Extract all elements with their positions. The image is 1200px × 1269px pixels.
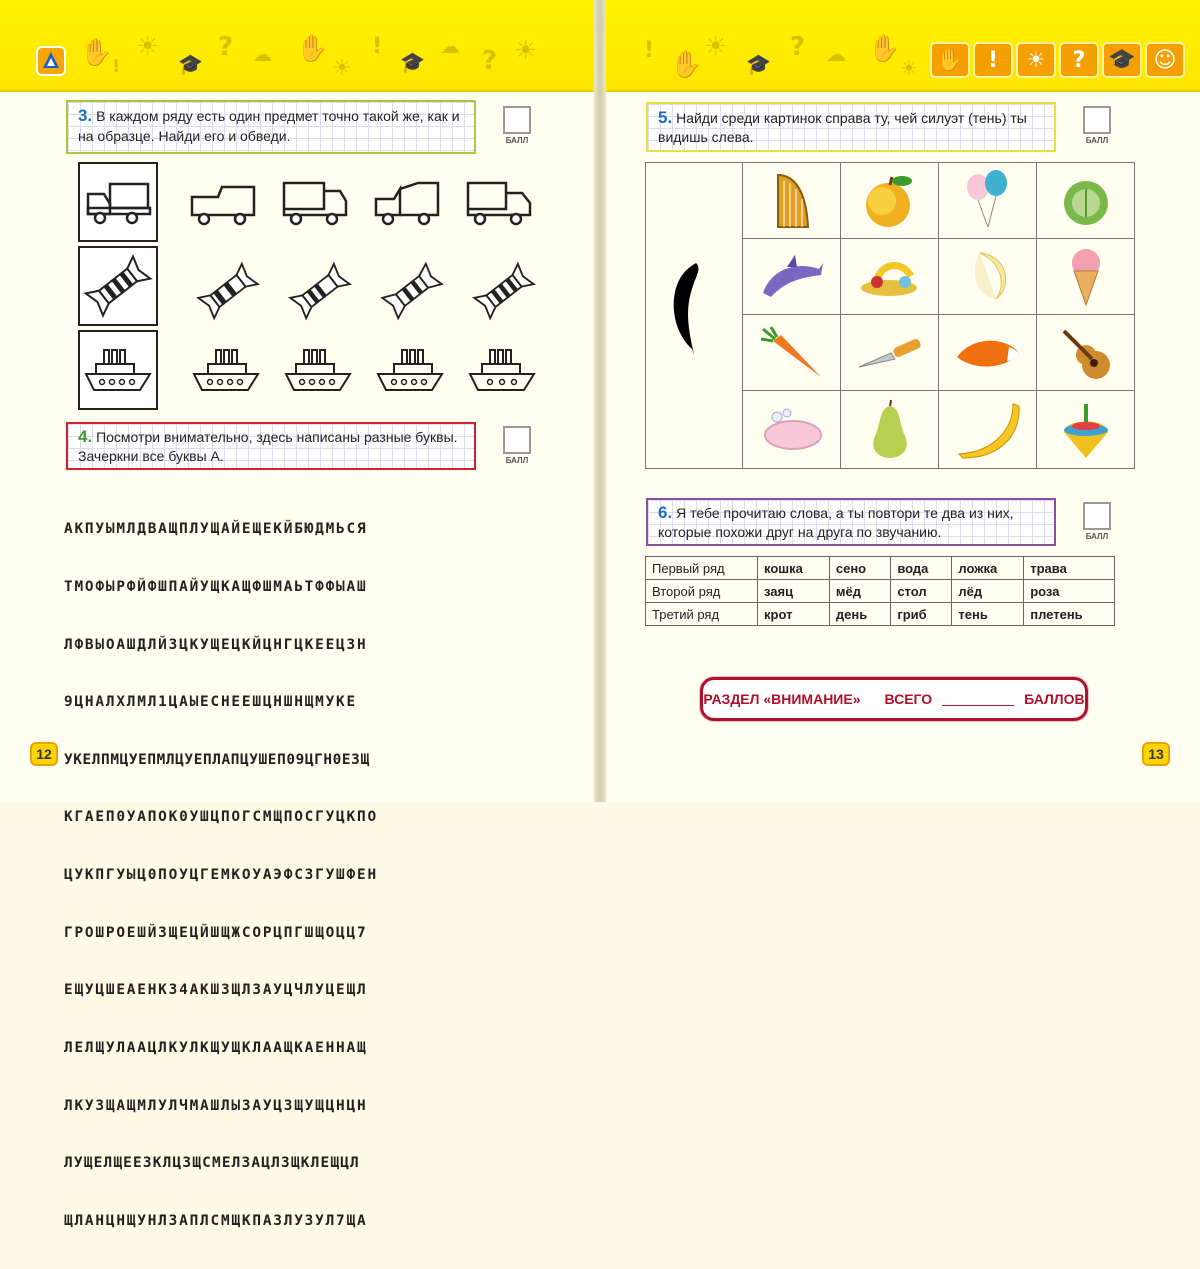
harp-icon xyxy=(772,171,812,231)
thought-person-icon: ☁ xyxy=(826,42,846,66)
word-cell[interactable]: кошка xyxy=(758,557,830,580)
graduation-cap-icon: 🎓 xyxy=(1102,42,1142,78)
total-score-field[interactable] xyxy=(942,692,1014,706)
picture-cell-spinning-top[interactable] xyxy=(1037,391,1135,468)
hand-icon: ✋ xyxy=(296,34,329,64)
thought-person-icon: ☁ xyxy=(440,34,460,58)
row-label: Второй ряд xyxy=(646,580,758,603)
exclamation-icon: ! xyxy=(644,38,655,63)
score-label: БАЛЛ xyxy=(1085,532,1109,541)
picture-cell-apple[interactable] xyxy=(841,163,939,239)
cabbage-icon xyxy=(1058,173,1114,229)
letter-row[interactable]: ТМОФЫРФЙФШПАЙУЩКАЩФШМАЬТФФЫАШ xyxy=(64,579,368,596)
total-label: ВСЕГО xyxy=(884,691,933,707)
sample-candy xyxy=(78,246,158,326)
ship-option-1[interactable] xyxy=(188,340,268,400)
task-3-text-line1: В каждом ряду есть один предмет точно такой же, как и xyxy=(96,108,460,124)
picture-cell-ice-cream[interactable] xyxy=(1037,239,1135,315)
question-icon: ? xyxy=(1059,42,1099,78)
left-header-bar xyxy=(0,0,600,92)
banana-silhouette-icon xyxy=(646,163,743,468)
letter-row[interactable]: ГРОШРОЕШЙЗЩЕЦЙШЩЖСОРЦПГШЩОЦЦ7 xyxy=(64,924,368,941)
fox-tail-icon xyxy=(953,331,1023,375)
guitar-icon xyxy=(1056,323,1116,383)
letter-row[interactable]: АКПУЫМЛДВАЩПЛУЩАЙЕЩЕКЙБЮДМЬСЯ xyxy=(64,521,368,538)
exclamation-icon: ! xyxy=(973,42,1013,78)
sun-icon: ☀ xyxy=(704,32,728,62)
letter-row[interactable]: УКЕЛПМЦУЕПМЛЦУЕПЛАПЦУШЕП09ЦГН0ЕЗЩ xyxy=(64,751,370,768)
sample-truck xyxy=(78,162,158,242)
pear-icon xyxy=(865,398,915,462)
picture-cell-balloons[interactable] xyxy=(939,163,1037,239)
score-label: БАЛЛ xyxy=(505,136,529,145)
picture-grid xyxy=(645,162,1135,469)
score-square[interactable] xyxy=(1083,106,1111,134)
picture-cell-harp[interactable] xyxy=(743,163,841,239)
ship-option-3[interactable] xyxy=(372,340,452,400)
book-spine xyxy=(594,0,606,802)
candy-option-3[interactable] xyxy=(374,256,454,316)
word-cell[interactable]: плетень xyxy=(1024,603,1115,626)
word-cell[interactable]: гриб xyxy=(891,603,952,626)
hand-icon: ✋ xyxy=(80,38,113,68)
word-cell[interactable]: день xyxy=(829,603,890,626)
sample-ship xyxy=(78,330,158,410)
hand-icon: ✋ xyxy=(670,50,703,80)
thought-person-icon: ☺ xyxy=(1145,42,1185,78)
task-5-score-box[interactable] xyxy=(1083,106,1111,150)
task-3-text-line2: на образце. Найди его и обведи. xyxy=(78,128,291,144)
task-5-text-line2: видишь слева. xyxy=(658,129,754,145)
hand-icon: ✋ xyxy=(868,34,901,64)
letter-row[interactable]: ЛЕЛЩУЛААЦЛКУЛКЩУЩКЛААЩКАЕННАЩ xyxy=(64,1039,368,1056)
task-3-number: 3. xyxy=(78,106,93,125)
picture-cell-dolphin[interactable] xyxy=(743,239,841,315)
carrot-icon xyxy=(757,325,827,381)
question-icon: ? xyxy=(218,32,234,62)
candy-option-1[interactable] xyxy=(190,256,270,316)
picture-cell-banana[interactable] xyxy=(939,391,1037,468)
candy-option-4[interactable] xyxy=(466,256,546,316)
task-4-number: 4. xyxy=(78,427,93,446)
fruit-basket-icon xyxy=(855,252,925,302)
task-6-score-box[interactable] xyxy=(1083,502,1111,546)
word-cell[interactable]: крот xyxy=(758,603,830,626)
task-6-text-line1: Я тебе прочитаю слова, а ты повтори те два из них, xyxy=(676,505,1014,521)
right-header-bar xyxy=(600,0,1200,92)
exclamation-icon: ! xyxy=(112,56,121,77)
sun-icon: ☀ xyxy=(514,36,538,66)
sun-icon: ☀ xyxy=(900,56,918,80)
ship-option-2[interactable] xyxy=(280,340,360,400)
picture-cell-fruit-basket[interactable] xyxy=(841,239,939,315)
letter-row[interactable]: ЛУЩЕЛЩЕЕЗКЛЦЗЩСМЕЛЗАЦЛЗЩКЛЕЩЦЛ xyxy=(64,1155,360,1172)
page-number-left: 12 xyxy=(30,742,58,766)
task-5-box xyxy=(646,102,1056,152)
silhouette-cell xyxy=(646,163,743,468)
score-label: БАЛЛ xyxy=(1085,136,1109,145)
row-label: Третий ряд xyxy=(646,603,758,626)
letter-row[interactable]: КГАЕП0УАПОК0УШЦПОГСМЩПОСГУЦКПО xyxy=(64,809,378,826)
balloons-icon xyxy=(960,169,1016,233)
word-cell[interactable]: вода xyxy=(891,557,952,580)
graduation-cap-icon: 🎓 xyxy=(746,52,771,76)
picture-cell-carrot[interactable] xyxy=(743,315,841,391)
hand-icon: ✋ xyxy=(930,42,970,78)
word-cell[interactable]: стол xyxy=(891,580,952,603)
score-square[interactable] xyxy=(1083,502,1111,530)
publisher-logo xyxy=(36,46,66,76)
picture-cell-cabbage[interactable] xyxy=(1037,163,1135,239)
question-icon: ? xyxy=(790,32,806,62)
picture-cell-moon[interactable] xyxy=(939,239,1037,315)
section-title: РАЗДЕЛ «ВНИМАНИЕ» xyxy=(703,691,861,707)
question-icon: ? xyxy=(482,46,498,76)
ship-option-4[interactable] xyxy=(464,340,544,400)
graduation-cap-icon: 🎓 xyxy=(178,52,203,76)
letter-row[interactable]: ЕЩУЦШЕАЕНКЗ4АКШЗЩЛЗАУЦЧЛУЦЕЩЛ xyxy=(64,982,368,999)
soap-icon xyxy=(757,405,827,455)
sun-icon: ☀ xyxy=(1016,42,1056,78)
section-icon-row xyxy=(930,42,1185,78)
page-number-right: 13 xyxy=(1142,742,1170,766)
word-cell[interactable]: ложка xyxy=(952,557,1024,580)
letter-row[interactable]: ЛФВЫОАШДЛЙЗЦКУЩЕЦКЙЦНГЦКЕЕЦЗН xyxy=(64,636,368,653)
dolphin-icon xyxy=(757,249,827,305)
word-cell[interactable]: тень xyxy=(952,603,1024,626)
truck-option-1[interactable] xyxy=(188,175,268,235)
task-6-text-line2: которые похожи друг на друга по звучанию. xyxy=(658,524,942,540)
points-label: БАЛЛОВ xyxy=(1024,691,1085,707)
score-square[interactable] xyxy=(503,426,531,454)
table-row xyxy=(646,580,1115,603)
knife-icon xyxy=(855,333,925,373)
picture-cell-fox-tail[interactable] xyxy=(939,315,1037,391)
banana-icon xyxy=(953,400,1023,460)
graduation-cap-icon: 🎓 xyxy=(400,50,425,74)
task-3-box xyxy=(66,100,476,154)
task-4-text-line2: Зачеркни все буквы А. xyxy=(78,448,224,464)
task-3-score-box[interactable] xyxy=(503,106,531,150)
letter-row[interactable]: ЛКУЗЩАЩМЛУЛЧМАШЛЫЗАУЦЗЩУЩЦНЦН xyxy=(64,1097,368,1114)
table-row xyxy=(646,557,1115,580)
truck-option-2[interactable] xyxy=(280,175,360,235)
task-6-number: 6. xyxy=(658,503,673,522)
word-table xyxy=(645,556,1115,626)
word-cell[interactable]: мёд xyxy=(829,580,890,603)
candy-option-2[interactable] xyxy=(282,256,362,316)
word-cell[interactable]: роза xyxy=(1024,580,1115,603)
letter-row[interactable]: ЦУКПГУЫЦ0ПОУЦГЕМКОУАЭФСЗГУШФЕН xyxy=(64,867,378,884)
letter-row[interactable]: ЩЛАНЦНЩУНЛЗАПЛСМЩКПАЗЛУЗУЛ7ЩА xyxy=(64,1212,368,1229)
ice-cream-icon xyxy=(1064,245,1108,309)
picture-cell-knife[interactable] xyxy=(841,315,939,391)
letter-grid[interactable] xyxy=(64,482,564,1269)
task-6-box xyxy=(646,498,1056,546)
picture-cell-pear[interactable] xyxy=(841,391,939,468)
exclamation-icon: ! xyxy=(372,34,383,59)
word-cell[interactable]: сено xyxy=(829,557,890,580)
picture-cell-guitar[interactable] xyxy=(1037,315,1135,391)
section-total-box xyxy=(700,677,1088,721)
picture-cell-soap[interactable] xyxy=(743,391,841,468)
task-4-box xyxy=(66,422,476,470)
row-label: Первый ряд xyxy=(646,557,758,580)
letter-row[interactable]: 9ЦНАЛХЛМЛ1ЦАЫЕСНЕЕШЦНШНЩМУКЕ xyxy=(64,694,357,711)
word-cell[interactable]: трава xyxy=(1024,557,1115,580)
task-4-score-box[interactable] xyxy=(503,426,531,470)
moon-icon xyxy=(958,247,1018,307)
spinning-top-icon xyxy=(1058,398,1114,462)
sun-icon: ☀ xyxy=(332,56,352,81)
left-page xyxy=(0,0,600,1229)
sun-icon: ☀ xyxy=(136,32,160,62)
thought-person-icon: ☁ xyxy=(252,42,272,66)
task-4-text-line1: Посмотри внимательно, здесь написаны разные буквы. xyxy=(96,429,458,445)
apple-icon xyxy=(860,171,920,231)
task-5-text-line1: Найди среди картинок справа ту, чей силуэт (тень) ты xyxy=(676,110,1027,126)
task-5-number: 5. xyxy=(658,108,673,127)
truck-option-4[interactable] xyxy=(464,175,544,235)
truck-option-3[interactable] xyxy=(372,175,452,235)
score-square[interactable] xyxy=(503,106,531,134)
score-label: БАЛЛ xyxy=(505,456,529,465)
table-row xyxy=(646,603,1115,626)
word-cell[interactable]: лёд xyxy=(952,580,1024,603)
word-cell[interactable]: заяц xyxy=(758,580,830,603)
